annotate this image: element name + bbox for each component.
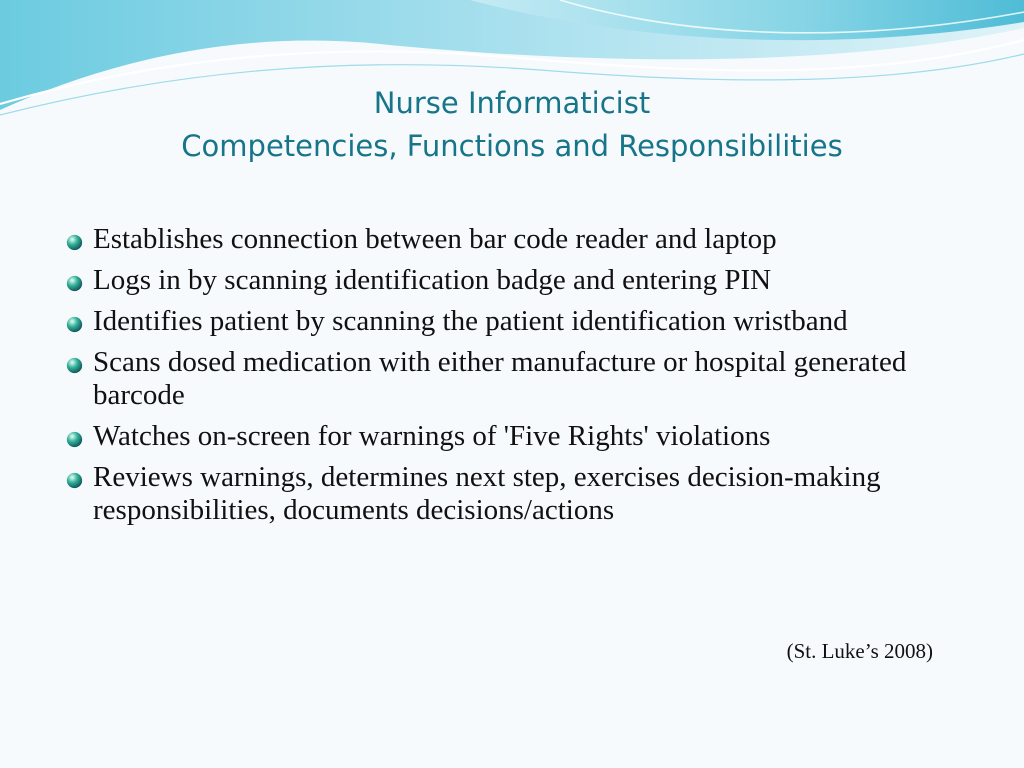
- slide-title: [0, 82, 1024, 168]
- green-sphere-bullet-icon: [66, 431, 83, 448]
- bullet-text: Scans dosed medication with either manufacture or hospital generated barcode: [93, 346, 907, 411]
- slide-title-line-2: Competencies, Functions and Responsibilities: [181, 129, 843, 163]
- bullet-item: [66, 420, 986, 453]
- green-sphere-bullet-icon: [66, 234, 83, 251]
- bullet-text: Identifies patient by scanning the patient identification wristband: [93, 305, 848, 337]
- bullet-text: Reviews warnings, determines next step, exercises decision-making responsibilities, documents decisions/actions: [93, 461, 881, 526]
- bullet-item: [66, 346, 986, 412]
- bullet-item: [66, 305, 986, 338]
- green-sphere-bullet-icon: [66, 316, 83, 333]
- bullet-text: Watches on-screen for warnings of 'Five Rights' violations: [93, 420, 771, 452]
- bullet-item: [66, 264, 986, 297]
- green-sphere-bullet-icon: [66, 357, 83, 374]
- bullet-list: [66, 223, 986, 535]
- bullet-text: Logs in by scanning identification badge and entering PIN: [93, 264, 772, 296]
- green-sphere-bullet-icon: [66, 472, 83, 489]
- bullet-text: Establishes connection between bar code reader and laptop: [93, 223, 777, 255]
- bullet-item: [66, 461, 986, 527]
- bullet-item: [66, 223, 986, 256]
- citation: (St. Luke’s 2008): [786, 639, 933, 663]
- slide-title-line-1: Nurse Informaticist: [373, 86, 651, 120]
- green-sphere-bullet-icon: [66, 275, 83, 292]
